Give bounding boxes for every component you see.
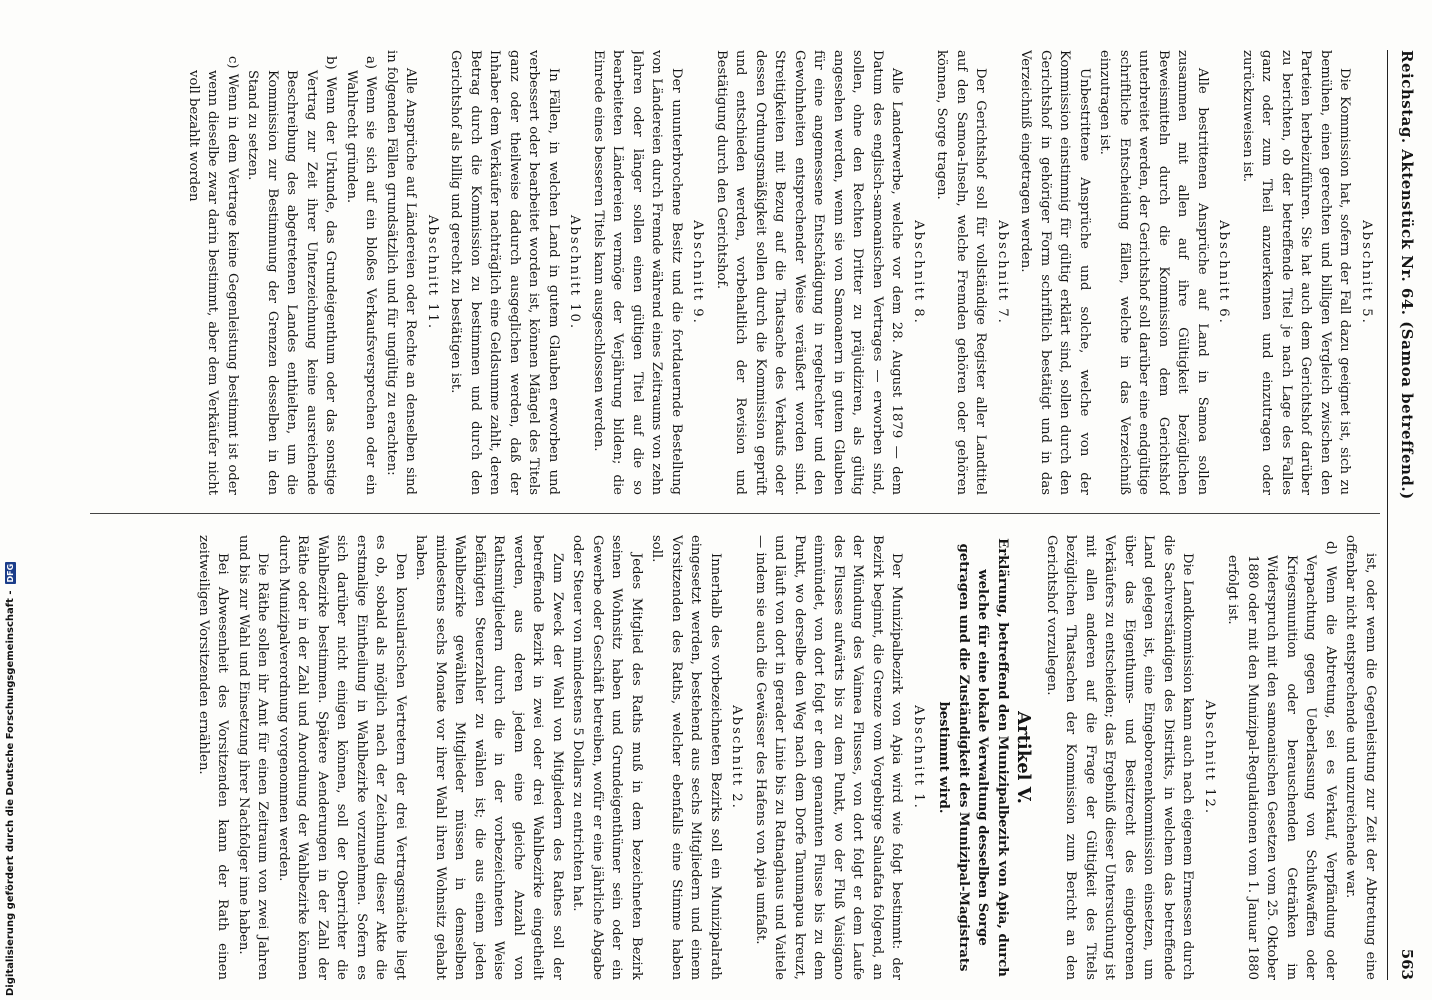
section-heading: Abschnitt 1. bbox=[911, 705, 926, 810]
section-heading: Abschnitt 7. bbox=[995, 220, 1010, 325]
paragraph: Alle Landerwerbe, welche vor dem 28. August 1879 — dem Datum des englisch-samoanischen Vertrages — erworben sind, sollen, ohne den Rechten Dritter zu präjudiziren, als gültig angesehen werden, wenn sie von Samoanern in gutem Glauben für eine angemessene Entschädigung in regelrechter und den Gewohnheiten entsprechender Weise veräußert worden sind. Streitigkeiten mit Bezug auf die Thatsache des Verkaufs oder dessen Ordnungsmäßigkeit sollen durch die Kommission geprüft und entschieden werden, vorbehaltlich der Revision und Bestätigung durch den Gerichtshof. bbox=[714, 50, 905, 495]
paragraph: Bei Abwesenheit des Vorsitzenden kann der Rath einen zeitweiligen Vorsitzenden ernählen. bbox=[196, 535, 231, 980]
section-heading: Abschnitt 9. bbox=[690, 220, 706, 325]
digitization-stamp bbox=[4, 6, 16, 996]
section-heading: Abschnitt 11. bbox=[425, 214, 440, 331]
list-item: c) Wenn in dem Vertrage keine Gegenleistung bestimmt ist oder wenn dieselbe zwar darin bestimmt, aber dem Verkäufer nicht voll bezahlt worden bbox=[186, 56, 240, 495]
paragraph: Zum Zweck der Wahl von Mitgliedern des Rathes soll der betreffende Bezirk in zwei oder drei Wahlbezirke eingetheilt werden, aus deren jedem eine gleiche Anzahl von Rathsmitgliedern durch die in der vorbezeichneten Weise befähigten Steuerzahler zu wählen ist; die aus einem jeden Wahlbezirke gewählten Mitglieder müssen in demselben mindestens sechs Monate vor ihrer Wahl ihren Wohnsitz gehabt haben. bbox=[413, 535, 565, 980]
left-column bbox=[90, 50, 1380, 495]
list-item: a) Wenn sie sich auf ein bloßes Verkaufsversprechen oder ein Wahlrecht gründen. bbox=[344, 56, 379, 495]
list-item: d) Wenn die Abtretung, sei es Verkauf, Verpfändung oder Verpachtung gegen Ueberlassung von Schußwaffen oder Kriegsmunition oder berauschenden Getränken im Widerspruch mit den samoanischen Gesetzen vom 25. Oktober 1880 oder mit den Munizipal-Regulationen vom 1. Januar 1880 erfolgt ist. bbox=[1225, 541, 1338, 980]
paragraph: ist, oder wenn die Gegenleistung zur Zeit der Abtretung eine offenbar nicht entsprechende und unzureichende war. bbox=[1343, 535, 1378, 980]
paragraph: In Fällen, in welchen Land in gutem Glauben erworben und verbessert oder bearbeitet worden ist, können Mängel des Titels ganz oder theilweise dadurch ausgeglichen werden, daß der Inhaber dem Verkäufer nachträglich eine Geldsumme zahlt, deren Betrag durch die Kommission zu bestimmen und durch den Gerichtshof als billig und gerecht zu bestätigen ist. bbox=[448, 50, 561, 495]
section-heading: Abschnitt 5. bbox=[1359, 220, 1374, 325]
paragraph: Der Gerichtshof soll für vollständige Register aller Landtitel auf den Samoa-Inseln, welche Fremden gehören oder gehören können, Sorge tragen. bbox=[934, 50, 989, 495]
column-divider bbox=[90, 513, 1380, 514]
stamp-text: Digitalisierung gefördert durch die Deutsche Forschungsgemeinschaft - bbox=[4, 590, 16, 996]
section-heading: Abschnitt 12. bbox=[1202, 699, 1217, 816]
paragraph: Den konsularischen Vertretern der drei Vertragsmächte liegt es ob, sobald als möglich nach der Zeichnung dieser Akte die erstmalige Eintheilung in Wahlbezirke vorzunehmen. Sofern es sich darüber nicht einigen können, soll der Oberrichter die Wahlbezirke bestimmen. Spätere Aenderungen in der Zahl der Räthe oder in der Zahl und Anordnung der Wahlbezirke können durch Munizipalverordnung vorgenommen werden. bbox=[276, 535, 408, 980]
paragraph: Die Kommission hat, sofern der Fall dazu geeignet ist, sich zu bemühen, einen gerechten und billigen Vergleich zwischen den Parteien herbeizuführen. Sie hat auch dem Gerichtshof darüber zu berichten, ob der betreffende Titel je nach Lage des Falles ganz oder zum Theil anzuerkennen und einzutragen oder zurückzuweisen ist. bbox=[1240, 50, 1353, 495]
list-item: b) Wenn der Urkunde, das Grundeigenthum oder das sonstige Vertrag zur Zeit ihrer Unterzeichnung keine ausreichende Beschreibung des abgetretenen Landes enthielten, um die Kommission zur Bestimmung der Grenzen desselben in den Stand zu setzen. bbox=[245, 56, 339, 495]
paragraph: Die Landkommission kann auch nach eigenem Ermessen durch die Sachverständigen des Distrikts, in welchem das betreffende Land gelegen ist, eine Eingeborenenkommission einsetzen, um über das Eigenthums- und Besitzrecht des eingeborenen Verkäufers zu entscheiden; das Ergebniß dieser Untersuchung ist mit allen anderen auf die Frage der Gültigkeit des Titels bezüglichen Thatsachen der Kommission zum Bericht an den Gerichtshof vorzulegen. bbox=[1044, 535, 1196, 980]
paragraph: Alle bestrittenen Ansprüche auf Land in Samoa sollen zusammen mit allen auf ihre Gültigkeit bezüglichen Beweismitteln durch die Kommission dem Gerichtshof unterbreitet werden, der Gerichtshof soll darüber eine endgültige schriftliche Entscheidung fällen, welche in das Verzeichniß einzutragen ist. bbox=[1097, 50, 1210, 495]
paragraph: Die Räthe sollen ihr Amt für einen Zeitraum von zwei Jahren und bis zur Wahl und Einsetzung ihrer Nachfolger inne haben. bbox=[236, 535, 271, 980]
paragraph: Der ununterbrochene Besitz und die fortdauernde Bestellung von Ländereien durch Fremde während eines Zeitraums von zehn Jahren oder länger sollen einen gültigen Titel auf die so bearbeiteten Ländereien vermöge der Verjährung bilden; die Einrede eines besseren Titels kann ausgeschlossen werden. bbox=[591, 50, 684, 495]
rotated-text-block bbox=[76, 50, 1416, 980]
section-heading: Abschnitt 10. bbox=[567, 214, 583, 331]
paragraph: Der Munizipalbezirk von Apia wird wie folgt bestimmt: der Bezirk beginnt, die Grenze vom Vorgebirge Saluafata folgend, an der Mündung des Vaimea Flusses, von dort folgt er dem Laufe des Flusses aufwärts bis zu dem Punkt, wo der Fluß Vaisigano einmündet, von dort folgt er dem genannten Flusse bis zu dem Punkt, wo derselbe den Weg nach dem Dorfe Tanumapua kreuzt, und läuft von dort in gerader Linie bis zu Ratnaghaus und Vaitele — indem sie auch die Gewässer des Hafens von Apia umfaßt. bbox=[753, 535, 905, 980]
running-title: Reichstag. Aktenstück Nr. 64. (Samoa betreffend.) bbox=[1398, 50, 1416, 500]
paragraph: Jedes Mitglied des Raths muß in dem bezeichneten Bezirk seinen Wohnsitz haben und Grundeigenthümer sein oder ein Gewerbe oder Geschäft betreiben, wofür er eine jährliche Abgabe oder Steuer von mindestens 5 Dollars zu entrichten hat. bbox=[570, 535, 644, 980]
section-heading: Abschnitt 6. bbox=[1216, 220, 1232, 325]
paragraph: Unbestrittene Ansprüche und solche, welche von der Kommission einstimmig für gültig erklärt sind, sollen durch den Gerichtshof in gehöriger Form schriftlich bestätigt und in das Verzeichniß eingetragen werden. bbox=[1018, 50, 1092, 495]
page-number: 563 bbox=[1398, 948, 1416, 980]
article-title: Erklärung, betreffend den Munizipalbezirk von Apia, durch welche für eine lokale Verwaltung desselben Sorge getragen und die Zuständigkeit des Munizipal-Magistrats bestimmt wird. bbox=[936, 538, 1010, 977]
paragraph: Alle Ansprüche auf Ländereien oder Rechte an denselben sind in folgenden Fällen grundsätzlich und für ungültig zu erachten: bbox=[384, 50, 419, 495]
section-heading: Abschnitt 2. bbox=[729, 705, 745, 810]
article-heading: Artikel V. bbox=[1013, 711, 1035, 804]
paragraph: Innerhalb des vorbezeichneten Bezirks soll ein Munizipalrath eingesetzt werden, bestehend aus sechs Mitgliedern und einem Vorsitzenden des Raths, welcher ebenfalls eine Stimme haben soll. bbox=[649, 535, 723, 980]
page-header bbox=[1387, 50, 1416, 980]
section-heading: Abschnitt 8. bbox=[911, 220, 926, 325]
right-column bbox=[90, 535, 1380, 980]
dfg-logo: DFG bbox=[5, 563, 15, 583]
